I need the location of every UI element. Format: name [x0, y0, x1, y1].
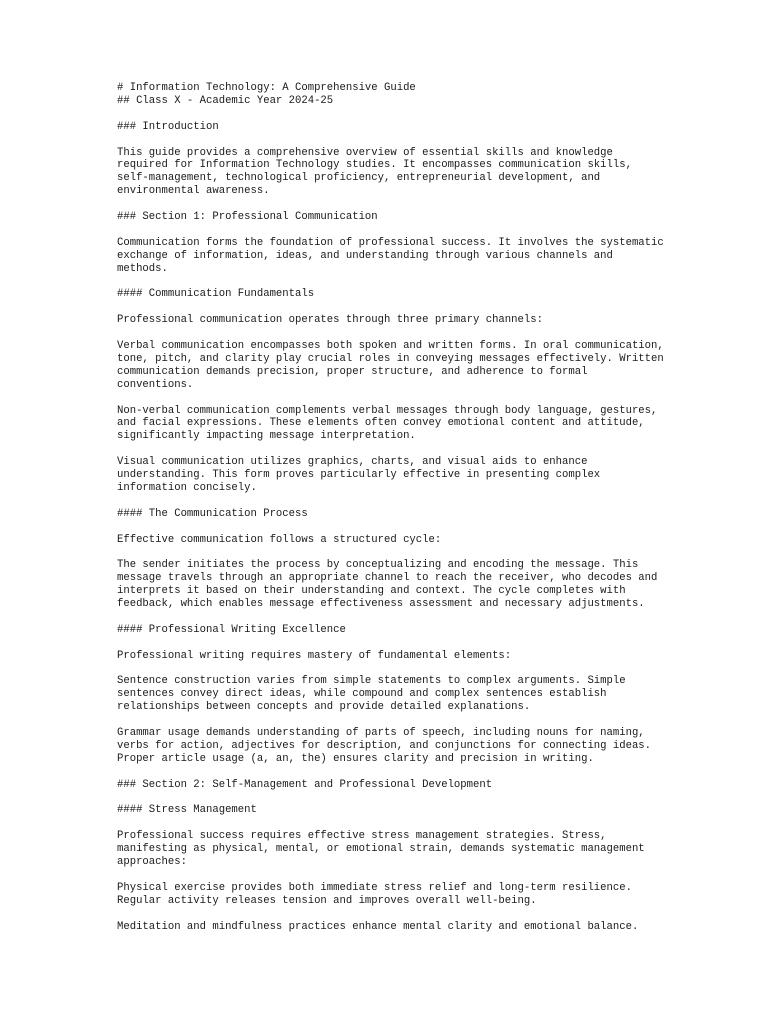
text-line: required for Information Technology studies. It encompasses communication skills, [117, 159, 632, 172]
text-line: #### The Communication Process [117, 507, 308, 520]
text-line: interprets it based on their understanding and context. The cycle completes with [117, 585, 626, 598]
paragraph [117, 559, 657, 611]
text-line: Verbal communication encompasses both spoken and written forms. In oral communication, [117, 340, 664, 353]
document-body [117, 120, 664, 934]
text-line: Communication forms the foundation of professional success. It involves the systematic [117, 236, 664, 249]
section-heading [117, 121, 657, 134]
text-line: message travels through an appropriate channel to reach the receiver, who decodes and [117, 572, 658, 585]
text-line: sentences convey direct ideas, while compound and complex sentences establish [117, 688, 607, 701]
text-line: communication demands precision, proper structure, and adherence to formal [117, 365, 588, 378]
text-line: ### Section 2: Self-Management and Professional Development [117, 778, 493, 791]
text-line: approaches: [117, 856, 187, 869]
document-page [117, 82, 664, 946]
paragraph [117, 314, 657, 327]
text-line: tone, pitch, and clarity play crucial roles in conveying messages effectively. Written [117, 352, 664, 365]
paragraph [117, 921, 657, 934]
text-line: Visual communication utilizes graphics, charts, and visual aids to enhance [117, 456, 588, 469]
section-heading [117, 804, 657, 817]
paragraph [117, 147, 657, 199]
text-line: #### Professional Writing Excellence [117, 623, 346, 636]
text-line: Effective communication follows a structured cycle: [117, 533, 442, 546]
text-line: exchange of information, ideas, and understanding through various channels and [117, 249, 613, 262]
paragraph [117, 830, 657, 869]
text-line: manifesting as physical, mental, or emotional strain, demands systematic management [117, 843, 645, 856]
text-line: This guide provides a comprehensive overview of essential skills and knowledge [117, 146, 613, 159]
text-line: Professional communication operates through three primary channels: [117, 314, 543, 327]
text-line: Grammar usage demands understanding of parts of speech, including nouns for naming, [117, 727, 645, 740]
paragraph [117, 675, 657, 714]
text-line: The sender initiates the process by conceptualizing and encoding the message. This [117, 559, 639, 572]
section-heading [117, 779, 657, 792]
text-line: conventions. [117, 378, 194, 391]
paragraph [117, 340, 664, 392]
text-line: Non-verbal communication complements verbal messages through body language, gestures, [117, 404, 658, 417]
document-title [117, 82, 657, 108]
text-line: Proper article usage (a, an, the) ensures clarity and precision in writing. [117, 752, 594, 765]
text-line: and facial expressions. These elements often convey emotional content and attitude, [117, 417, 645, 430]
text-line: significantly impacting message interpretation. [117, 430, 416, 443]
text-line: Physical exercise provides both immediate stress relief and long-term resilience. [117, 881, 632, 894]
section-heading [117, 288, 657, 301]
paragraph [117, 882, 657, 908]
text-line: #### Stress Management [117, 804, 257, 817]
text-line: verbs for action, adjectives for description, and conjunctions for connecting ideas. [117, 739, 652, 752]
section-heading [117, 211, 657, 224]
paragraph [117, 534, 657, 547]
text-line: ### Introduction [117, 120, 219, 133]
text-line: Professional success requires effective stress management strategies. Stress, [117, 830, 607, 843]
text-line: feedback, which enables message effectiveness assessment and necessary adjustments. [117, 598, 645, 611]
text-line: self-management, technological proficiency, entrepreneurial development, and [117, 172, 601, 185]
text-line: information concisely. [117, 481, 257, 494]
text-line: understanding. This form proves particularly effective in presenting complex [117, 469, 601, 482]
title-line: # Information Technology: A Comprehensive Guide [117, 82, 416, 94]
paragraph [117, 236, 664, 276]
subtitle-line: ## Class X - Academic Year 2024-25 [117, 94, 334, 107]
section-heading [117, 508, 657, 521]
text-line: Meditation and mindfulness practices enhance mental clarity and emotional balance. [117, 920, 639, 933]
text-line: ### Section 1: Professional Communication [117, 211, 378, 224]
text-line: methods. [117, 262, 168, 275]
text-line: Sentence construction varies from simple statements to complex arguments. Simple [117, 675, 626, 688]
paragraph [117, 650, 657, 663]
paragraph [117, 456, 657, 495]
text-line: Professional writing requires mastery of fundamental elements: [117, 649, 512, 662]
text-line: relationships between concepts and provide detailed explanations. [117, 701, 531, 714]
section-heading [117, 624, 657, 637]
text-line: Regular activity releases tension and improves overall well-being. [117, 894, 537, 907]
paragraph [117, 727, 657, 766]
text-line: environmental awareness. [117, 185, 270, 198]
paragraph [117, 405, 657, 444]
text-line: #### Communication Fundamentals [117, 288, 315, 301]
